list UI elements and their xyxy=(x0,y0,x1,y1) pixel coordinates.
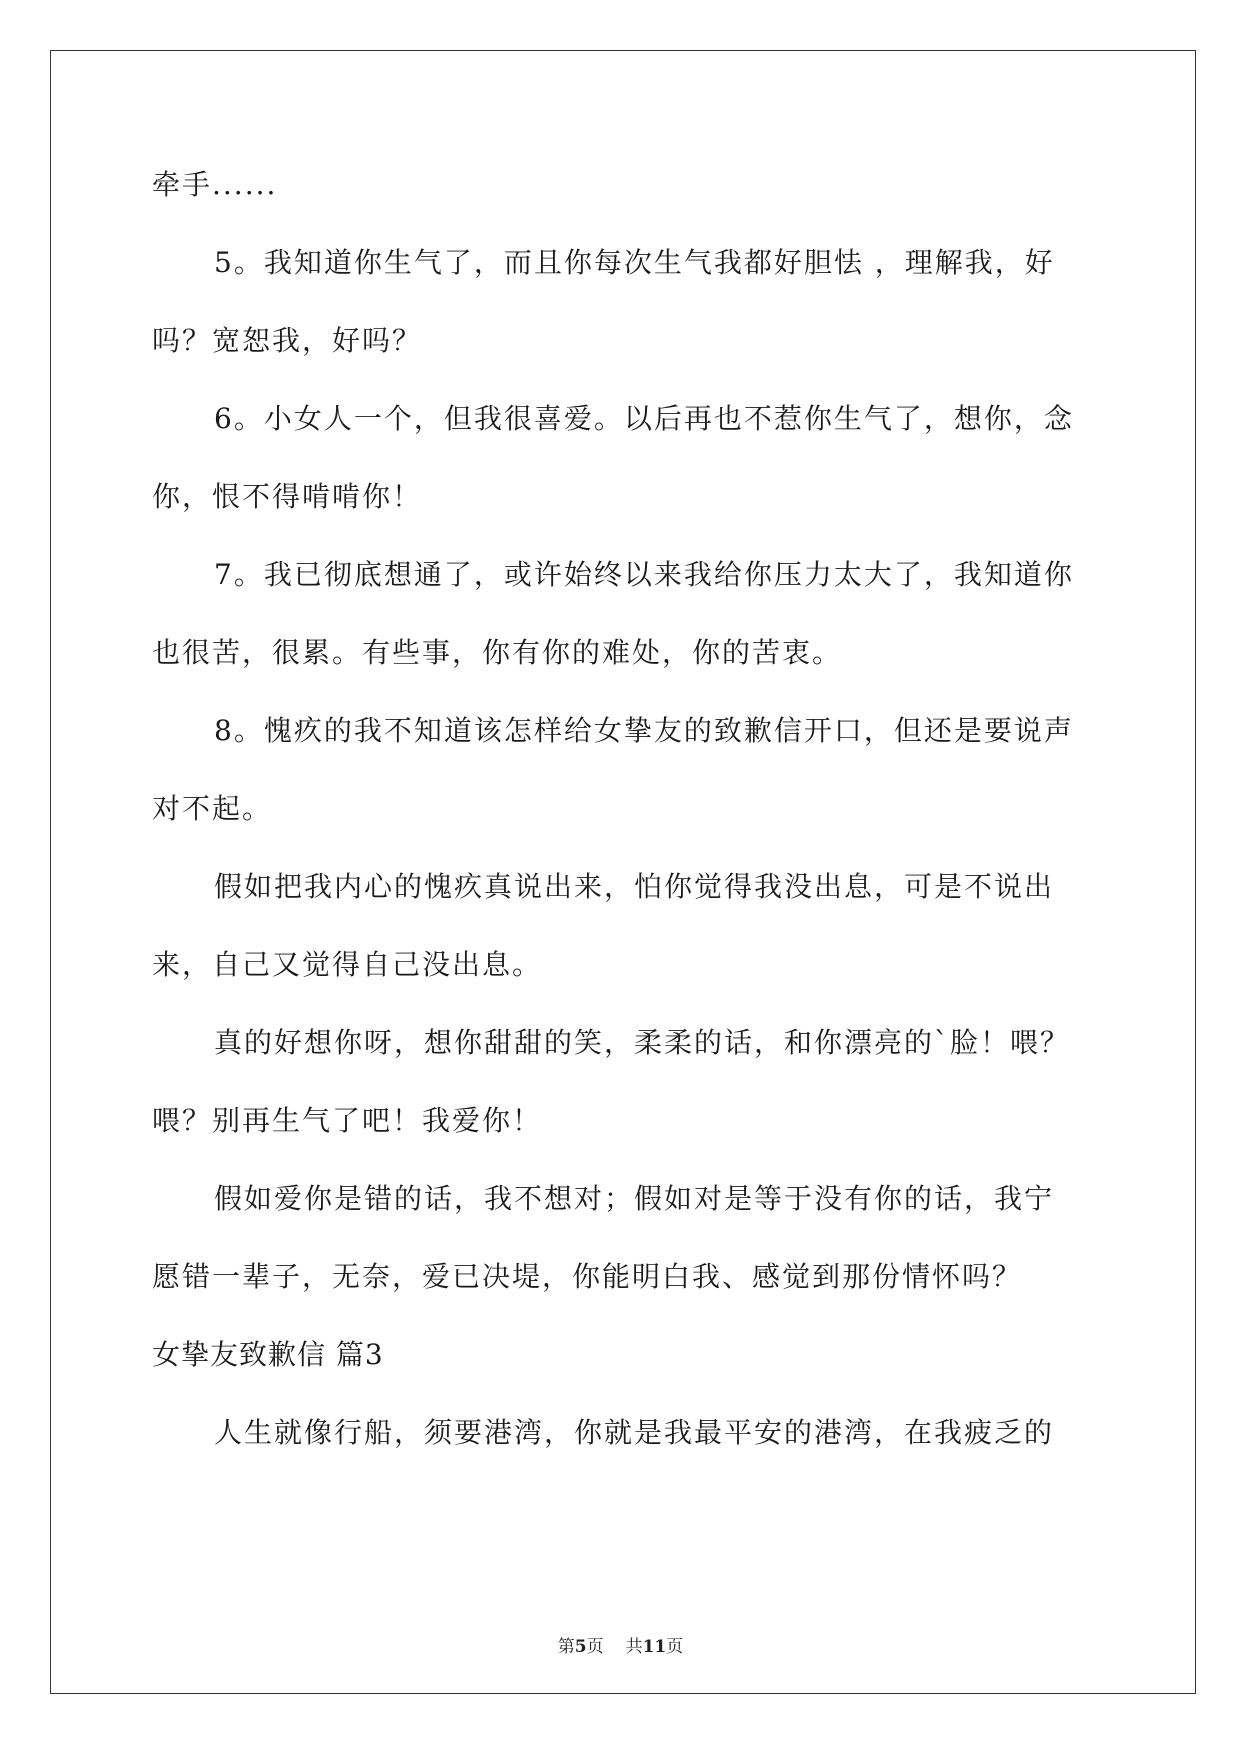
paragraph-line: 假如爱你是错的话，我不想对；假如对是等于没有你的话，我宁 xyxy=(214,1182,1055,1215)
paragraph-line: 愿错一辈子，无奈，爱已决堤，你能明白我、感觉到那份情怀吗？ xyxy=(152,1260,1023,1293)
total-page-count: 11 xyxy=(642,1637,667,1657)
paragraph-line: 牵手...... xyxy=(152,168,278,201)
paragraph-line: 吗？宽恕我，好吗？ xyxy=(152,324,423,357)
paragraph-line: 人生就像行船，须要港湾，你就是我最平安的港湾，在我疲乏的 xyxy=(214,1416,1055,1449)
paragraph-line: 喂？别再生气了吧！我爱你！ xyxy=(152,1104,543,1137)
paragraph-line: 你，恨不得啃啃你！ xyxy=(152,480,423,513)
paragraph-line: 5。我知道你生气了，而且你每次生气我都好胆怯 ，理解我，好 xyxy=(214,246,1055,279)
paragraph-line: 来，自己又觉得自己没出息。 xyxy=(152,948,543,981)
paragraph-line: 对不起。 xyxy=(152,792,273,825)
footer-prefix: 第 xyxy=(557,1637,575,1657)
footer-page-suffix: 页 xyxy=(586,1637,604,1657)
footer-total-prefix: 共 xyxy=(625,1637,643,1657)
footer-total-suffix: 页 xyxy=(666,1637,684,1657)
paragraph-line: 真的好想你呀，想你甜甜的笑，柔柔的话，和你漂亮的`脸！喂？ xyxy=(214,1026,1071,1059)
paragraph-line: 也很苦，很累。有些事，你有你的难处，你的苦衷。 xyxy=(152,636,843,669)
document-body xyxy=(152,165,1092,1491)
page-footer xyxy=(0,1632,1241,1657)
paragraph-line: 7。我已彻底想通了，或许始终以来我给你压力太大了，我知道你 xyxy=(214,558,1074,591)
paragraph-line: 假如把我内心的愧疚真说出来，怕你觉得我没出息，可是不说出 xyxy=(214,870,1055,903)
paragraph-line: 8。愧疚的我不知道该怎样给女挚友的致歉信开口，但还是要说声 xyxy=(214,714,1074,747)
section-heading: 女挚友致歉信 篇3 xyxy=(152,1338,384,1371)
paragraph-line: 6。小女人一个，但我很喜爱。以后再也不惹你生气了，想你，念 xyxy=(214,402,1074,435)
current-page-number: 5 xyxy=(574,1637,587,1657)
